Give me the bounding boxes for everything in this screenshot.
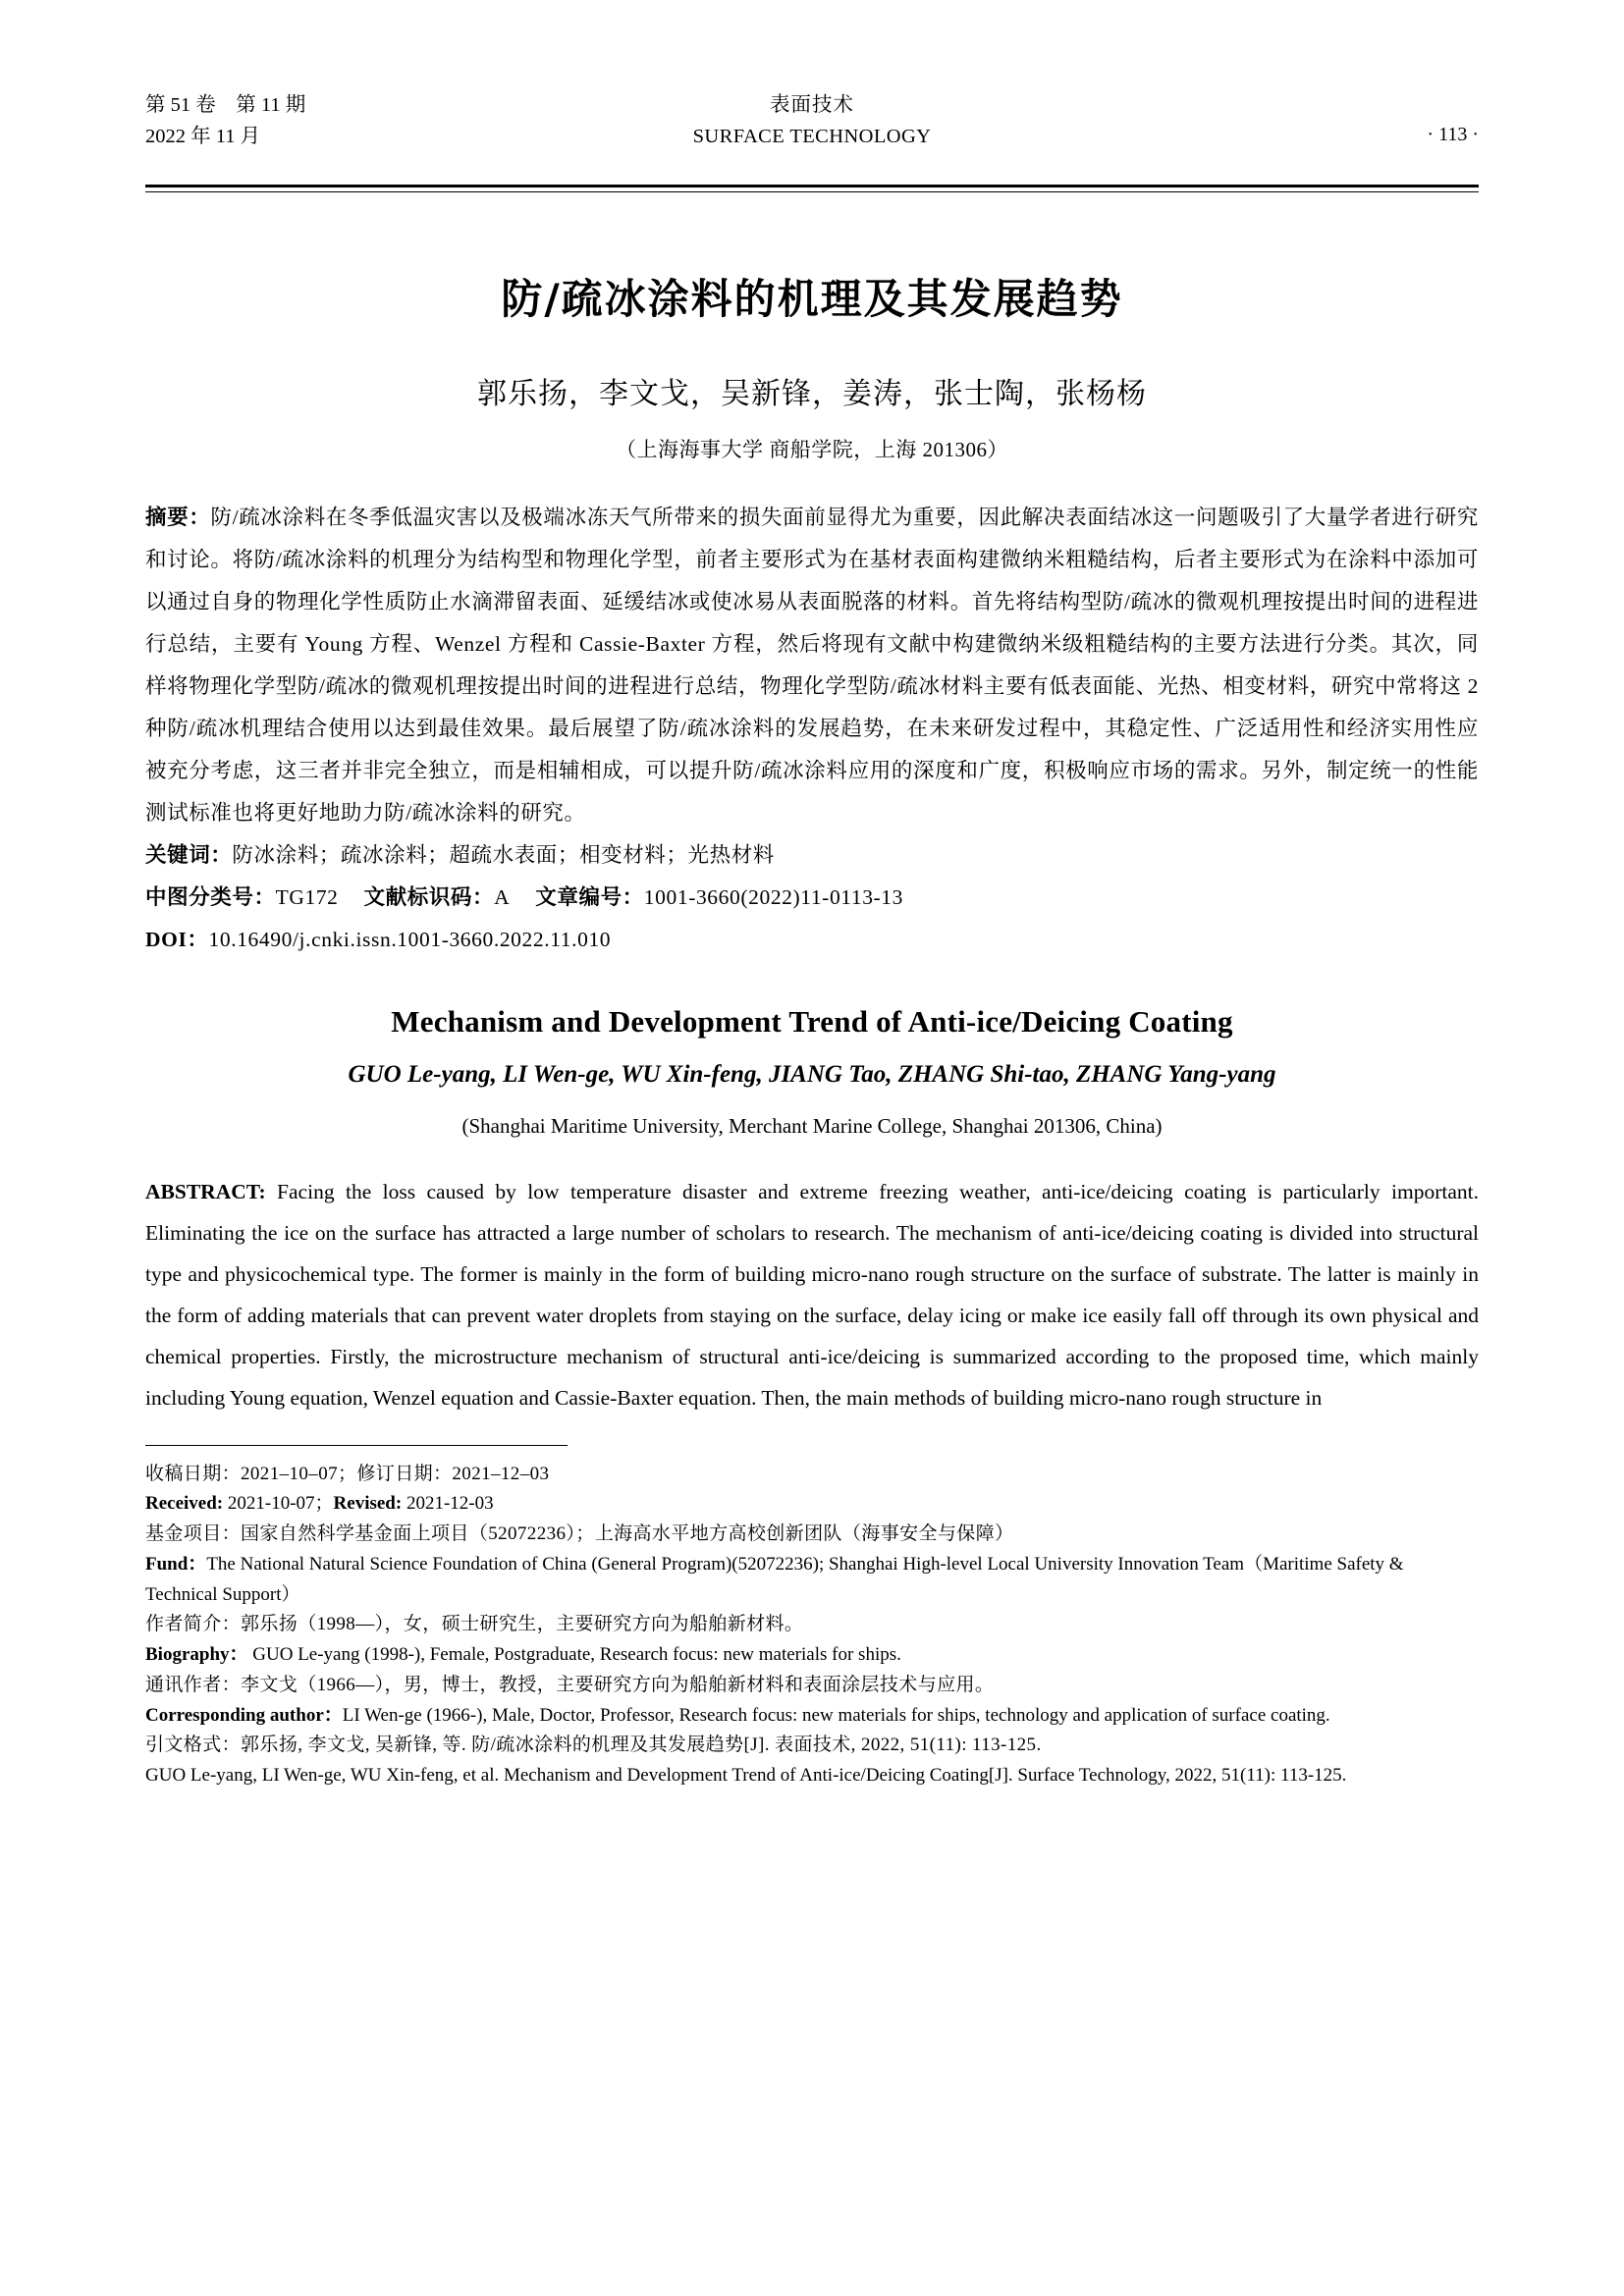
biography-cn: 作者简介：郭乐扬（1998—），女，硕士研究生，主要研究方向为船舶新材料。 <box>145 1614 804 1635</box>
corresponding-en-value: LI Wen-ge (1966-), Male, Doctor, Professor, Research focus: new materials for ships, technology and application of surface coating. <box>342 1704 1330 1726</box>
fund-en-label: Fund： <box>145 1553 207 1575</box>
affiliation-cn: （上海海事大学 商船学院，上海 201306） <box>616 438 1008 461</box>
keywords-cn <box>145 834 1479 877</box>
footnote-block <box>145 1460 1479 1791</box>
page-number: · 113 · <box>1427 124 1479 145</box>
footnote-divider <box>145 1445 568 1446</box>
volume-issue: 第 51 卷 第 11 期 <box>145 94 306 116</box>
keywords-cn-label: 关键词： <box>145 843 233 867</box>
citation-cn-value: 郭乐扬, 李文戈, 吴新锋, 等. 防/疏冰涂料的机理及其发展趋势[J]. 表面技术, 2022, 51(11): 113-125. <box>241 1735 1042 1756</box>
abstract-en-label: ABSTRACT: <box>145 1180 266 1203</box>
received-cn: 收稿日期：2021–10–07；修订日期：2021–12–03 <box>145 1463 550 1484</box>
authors-en: GUO Le-yang, LI Wen-ge, WU Xin-feng, JIANG Tao, ZHANG Shi-tao, ZHANG Yang-yang <box>348 1061 1276 1088</box>
clc-value: TG172 <box>275 885 339 909</box>
biography-en-value: GUO Le-yang (1998-), Female, Postgraduate, Research focus: new materials for ships. <box>247 1644 901 1666</box>
fund-en-value: The National Natural Science Foundation of China (General Program)(52072236); Shanghai High-level Local University Innovation Team（Maritime Safety & Technical Support） <box>145 1553 1404 1605</box>
doi-line <box>145 919 1479 961</box>
document-code-label: 文献标识码： <box>363 885 495 909</box>
corresponding-cn: 通讯作者：李文戈（1966—），男，博士，教授，主要研究方向为船舶新材料和表面涂层技术与应用。 <box>145 1674 995 1695</box>
abstract-en <box>145 1172 1479 1419</box>
citation-cn-label: 引文格式： <box>145 1735 242 1756</box>
article-id-value: 1001-3660(2022)11-0113-13 <box>643 885 903 909</box>
citation-en: GUO Le-yang, LI Wen-ge, WU Xin-feng, et al. Mechanism and Development Trend of Anti-ice/Deicing Coating[J]. Surface Technology, 2022, 51(11): 113-125. <box>145 1765 1347 1787</box>
doi-value: 10.16490/j.cnki.issn.1001-3660.2022.11.010 <box>208 928 612 951</box>
abstract-cn-text: 防/疏冰涂料在冬季低温灾害以及极端冰冻天气所带来的损失面前显得尤为重要，因此解决表面结冰这一问题吸引了大量学者进行研究和讨论。将防/疏冰涂料的机理分为结构型和物理化学型，前者主要形式为在基材表面构建微纳米粗糙结构，后者主要形式为在涂料中添加可以通过自身的物理化学性质防止水滴滞留表面、延缓结冰或使冰易从表面脱落的材料。首先将结构型防/疏冰的微观机理按提出时间的进程进行总结，主要有 Young 方程、Wenzel 方程和 Cassie-Baxter 方程，然后将现有文献中构建微纳米级粗糙结构的主要方法进行分类。其次，同样将物理化学型防/疏冰的微观机理按提出时间的进程进行总结，物理化学型防/疏冰材料主要有低表面能、光热、相变材料，研究中常将这 2 种防/疏冰机理结合使用以达到最佳效果。最后展望了防/疏冰涂料的发展趋势，在未来研发过程中，其稳定性、广泛适用性和经济实用性应被充分考虑，这三者并非完全独立，而是相辅相成，可以提升防/疏冰涂料应用的深度和广度，积极响应市场的需求。另外，制定统一的性能测试标准也将更好地助力防/疏冰涂料的研究。 <box>145 506 1479 825</box>
affiliation-en: (Shanghai Maritime University, Merchant Marine College, Shanghai 201306, China) <box>461 1114 1163 1138</box>
abstract-en-text: Facing the loss caused by low temperature disaster and extreme freezing weather, anti-ice/deicing coating is particularly important. Eliminating the ice on the surface has attracted a large number of scholars to research. The mechanism of anti-ice/deicing coating is divided into structural type and physicochemical type. The former is mainly in the form of building micro-nano rough structure on the surface of substrate. The latter is mainly in the form of adding materials that can prevent water droplets from staying on the surface, delay icing or make ice easily fall off through its own physical and chemical properties. Firstly, the microstructure mechanism of structural anti-ice/deicing is summarized according to the proposed time, which mainly including Young equation, Wenzel equation and Cassie-Baxter equation. Then, the main methods of building micro-nano rough structure in <box>145 1180 1479 1410</box>
running-head-center <box>145 90 1479 153</box>
clc-label: 中图分类号： <box>145 885 276 909</box>
fund-en <box>145 1550 1479 1611</box>
revised-en-value: 2021-12-03 <box>402 1493 494 1515</box>
page-title-en: Mechanism and Development Trend of Anti-ice/Deicing Coating <box>391 1004 1233 1039</box>
document-code-value: A <box>494 885 511 909</box>
authors-cn: 郭乐扬，李文戈，吴新锋，姜涛，张士陶，张杨杨 <box>477 377 1147 411</box>
corresponding-en-label: Corresponding author： <box>145 1704 343 1726</box>
journal-name-en: SURFACE TECHNOLOGY <box>692 125 932 147</box>
received-en <box>145 1489 1479 1520</box>
header-divider <box>145 185 1479 192</box>
classification-line <box>145 877 1479 919</box>
journal-name-cn: 表面技术 <box>770 94 854 116</box>
keywords-cn-text: 防冰涂料；疏冰涂料；超疏水表面；相变材料；光热材料 <box>232 843 775 867</box>
doi-label: DOI： <box>145 928 209 951</box>
biography-en-label: Biography： <box>145 1644 248 1666</box>
biography-en <box>145 1640 1479 1671</box>
fund-cn: 基金项目：国家自然科学基金面上项目（52072236）；上海高水平地方高校创新团队（海事安全与保障） <box>145 1523 1014 1545</box>
issue-date: 2022 年 11 月 <box>145 125 261 147</box>
page-title-cn: 防/疏冰涂料的机理及其发展趋势 <box>501 275 1123 323</box>
running-head <box>145 0 1479 175</box>
corresponding-en <box>145 1701 1479 1732</box>
received-en-value: 2021-10-07； <box>223 1493 334 1515</box>
revised-en-label: Revised: <box>333 1493 403 1515</box>
abstract-cn-label: 摘要： <box>145 506 211 529</box>
received-en-label: Received: <box>145 1493 224 1515</box>
citation-cn <box>145 1731 1479 1761</box>
article-id-label: 文章编号： <box>535 885 644 909</box>
abstract-cn <box>145 497 1479 834</box>
